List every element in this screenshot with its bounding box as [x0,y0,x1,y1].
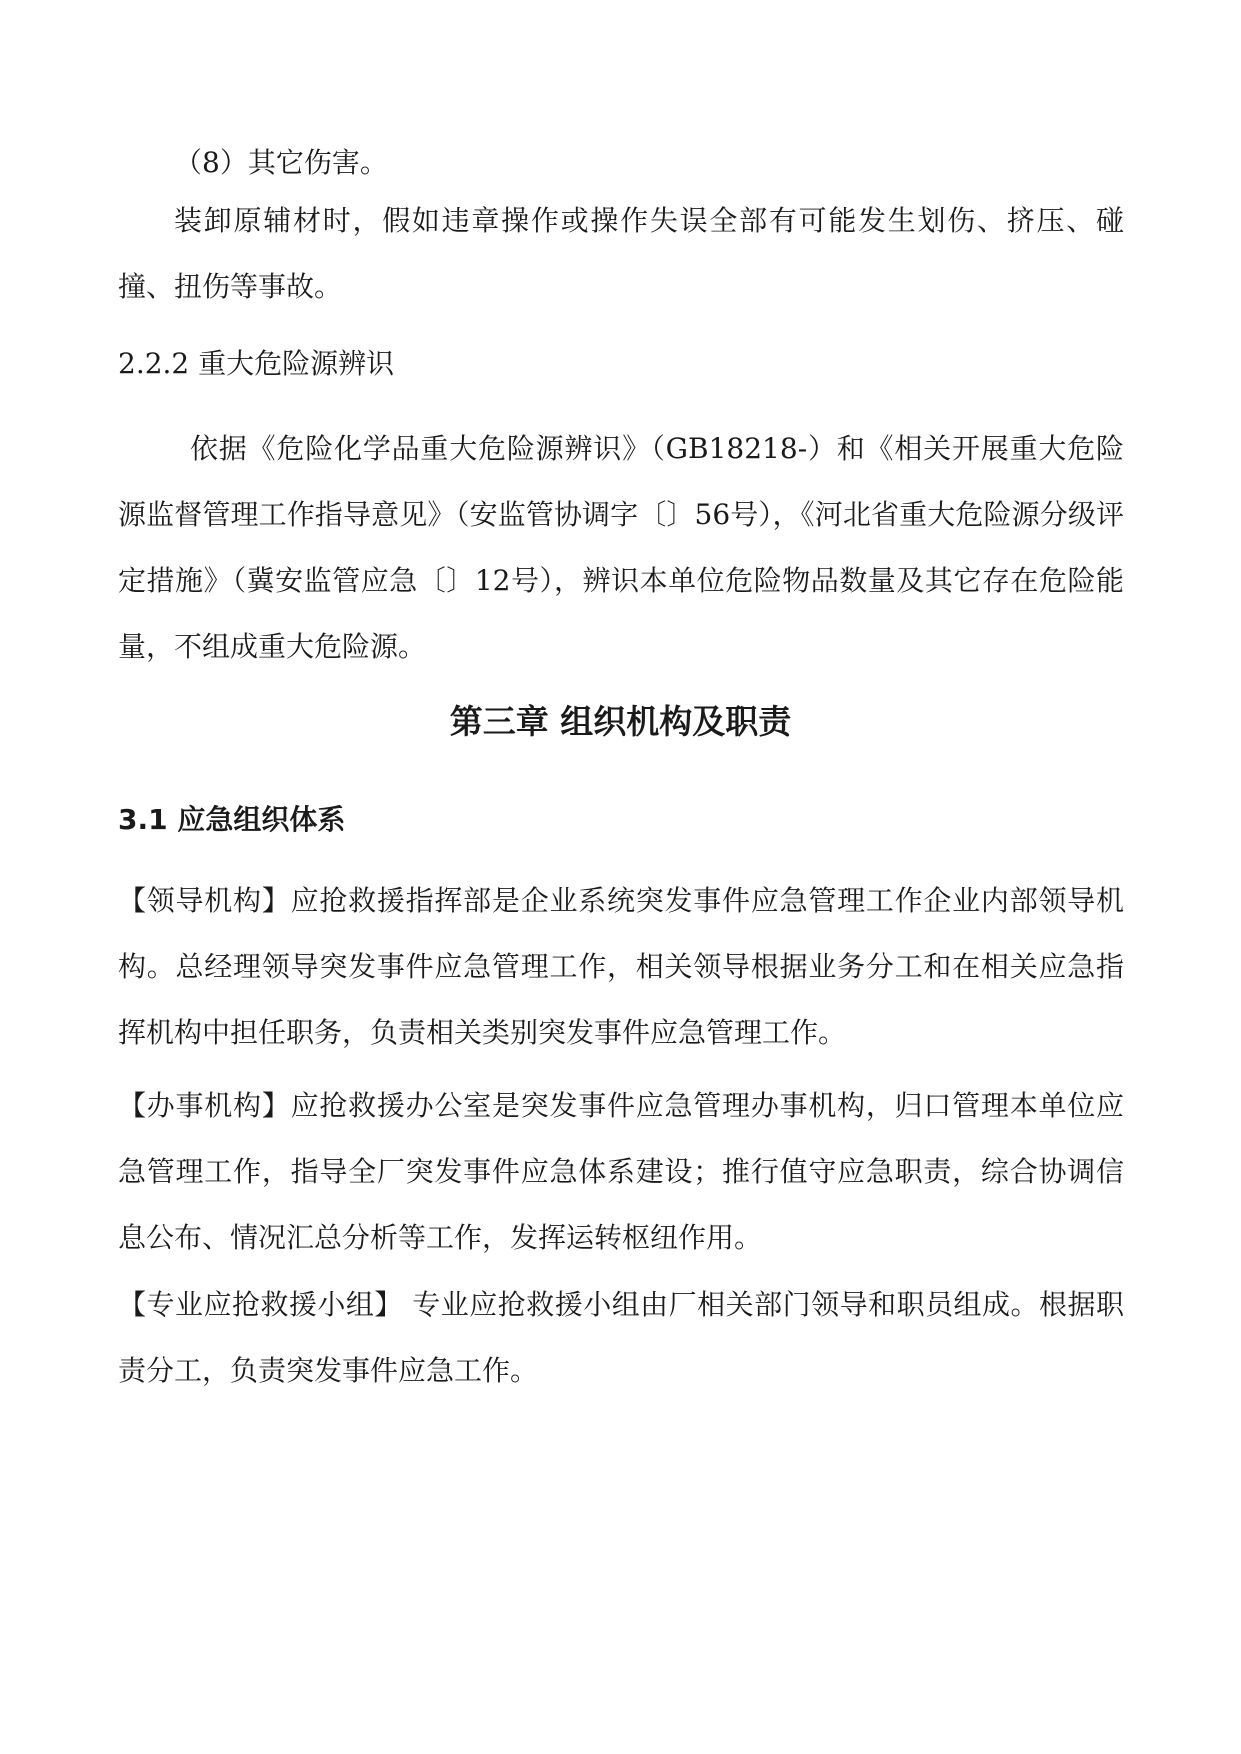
paragraph-hazard-identification-basis: 依据《危险化学品重大危险源辨识》（GB18218-）和《相关开展重大危险源监督管理工作指导意见》（安监管协调字〔〕56号），《河北省重大危险源分级评定措施》（冀安监管应急〔〕12号），辨识本单位危险物品数量及其它存在危险能量，不组成重大危险源。 [118,432,1124,663]
section-heading-2-2-2: 2.2.2 重大危险源辨识 [118,347,395,380]
list-item-8: （8）其它伤害。 [174,146,388,179]
paragraph-office-organization: 【办事机构】应抢救援办公室是突发事件应急管理办事机构，归口管理本单位应急管理工作，指导全厂突发事件应急体系建设；推行值守应急职责，综合协调信息公布、情况汇总分析等工作，发挥运转枢纽作用。 [118,1089,1124,1254]
section-heading-3-1: 3.1 应急组织体系 [118,803,346,836]
paragraph-professional-rescue-team: 【专业应抢救援小组】 专业应抢救援小组由厂相关部门领导和职员组成。根据职责分工，负责突发事件应急工作。 [118,1288,1124,1387]
paragraph-loading-hazards: 装卸原辅材时，假如违章操作或操作失误全部有可能发生划伤、挤压、碰撞、扭伤等事故。 [118,204,1124,303]
paragraph-leadership-organization: 【领导机构】应抢救援指挥部是企业系统突发事件应急管理工作企业内部领导机构。总经理领导突发事件应急管理工作，相关领导根据业务分工和在相关应急指挥机构中担任职务，负责相关类别突发事件应急管理工作。 [118,884,1124,1049]
chapter-title: 第三章 组织机构及职责 [449,702,792,741]
